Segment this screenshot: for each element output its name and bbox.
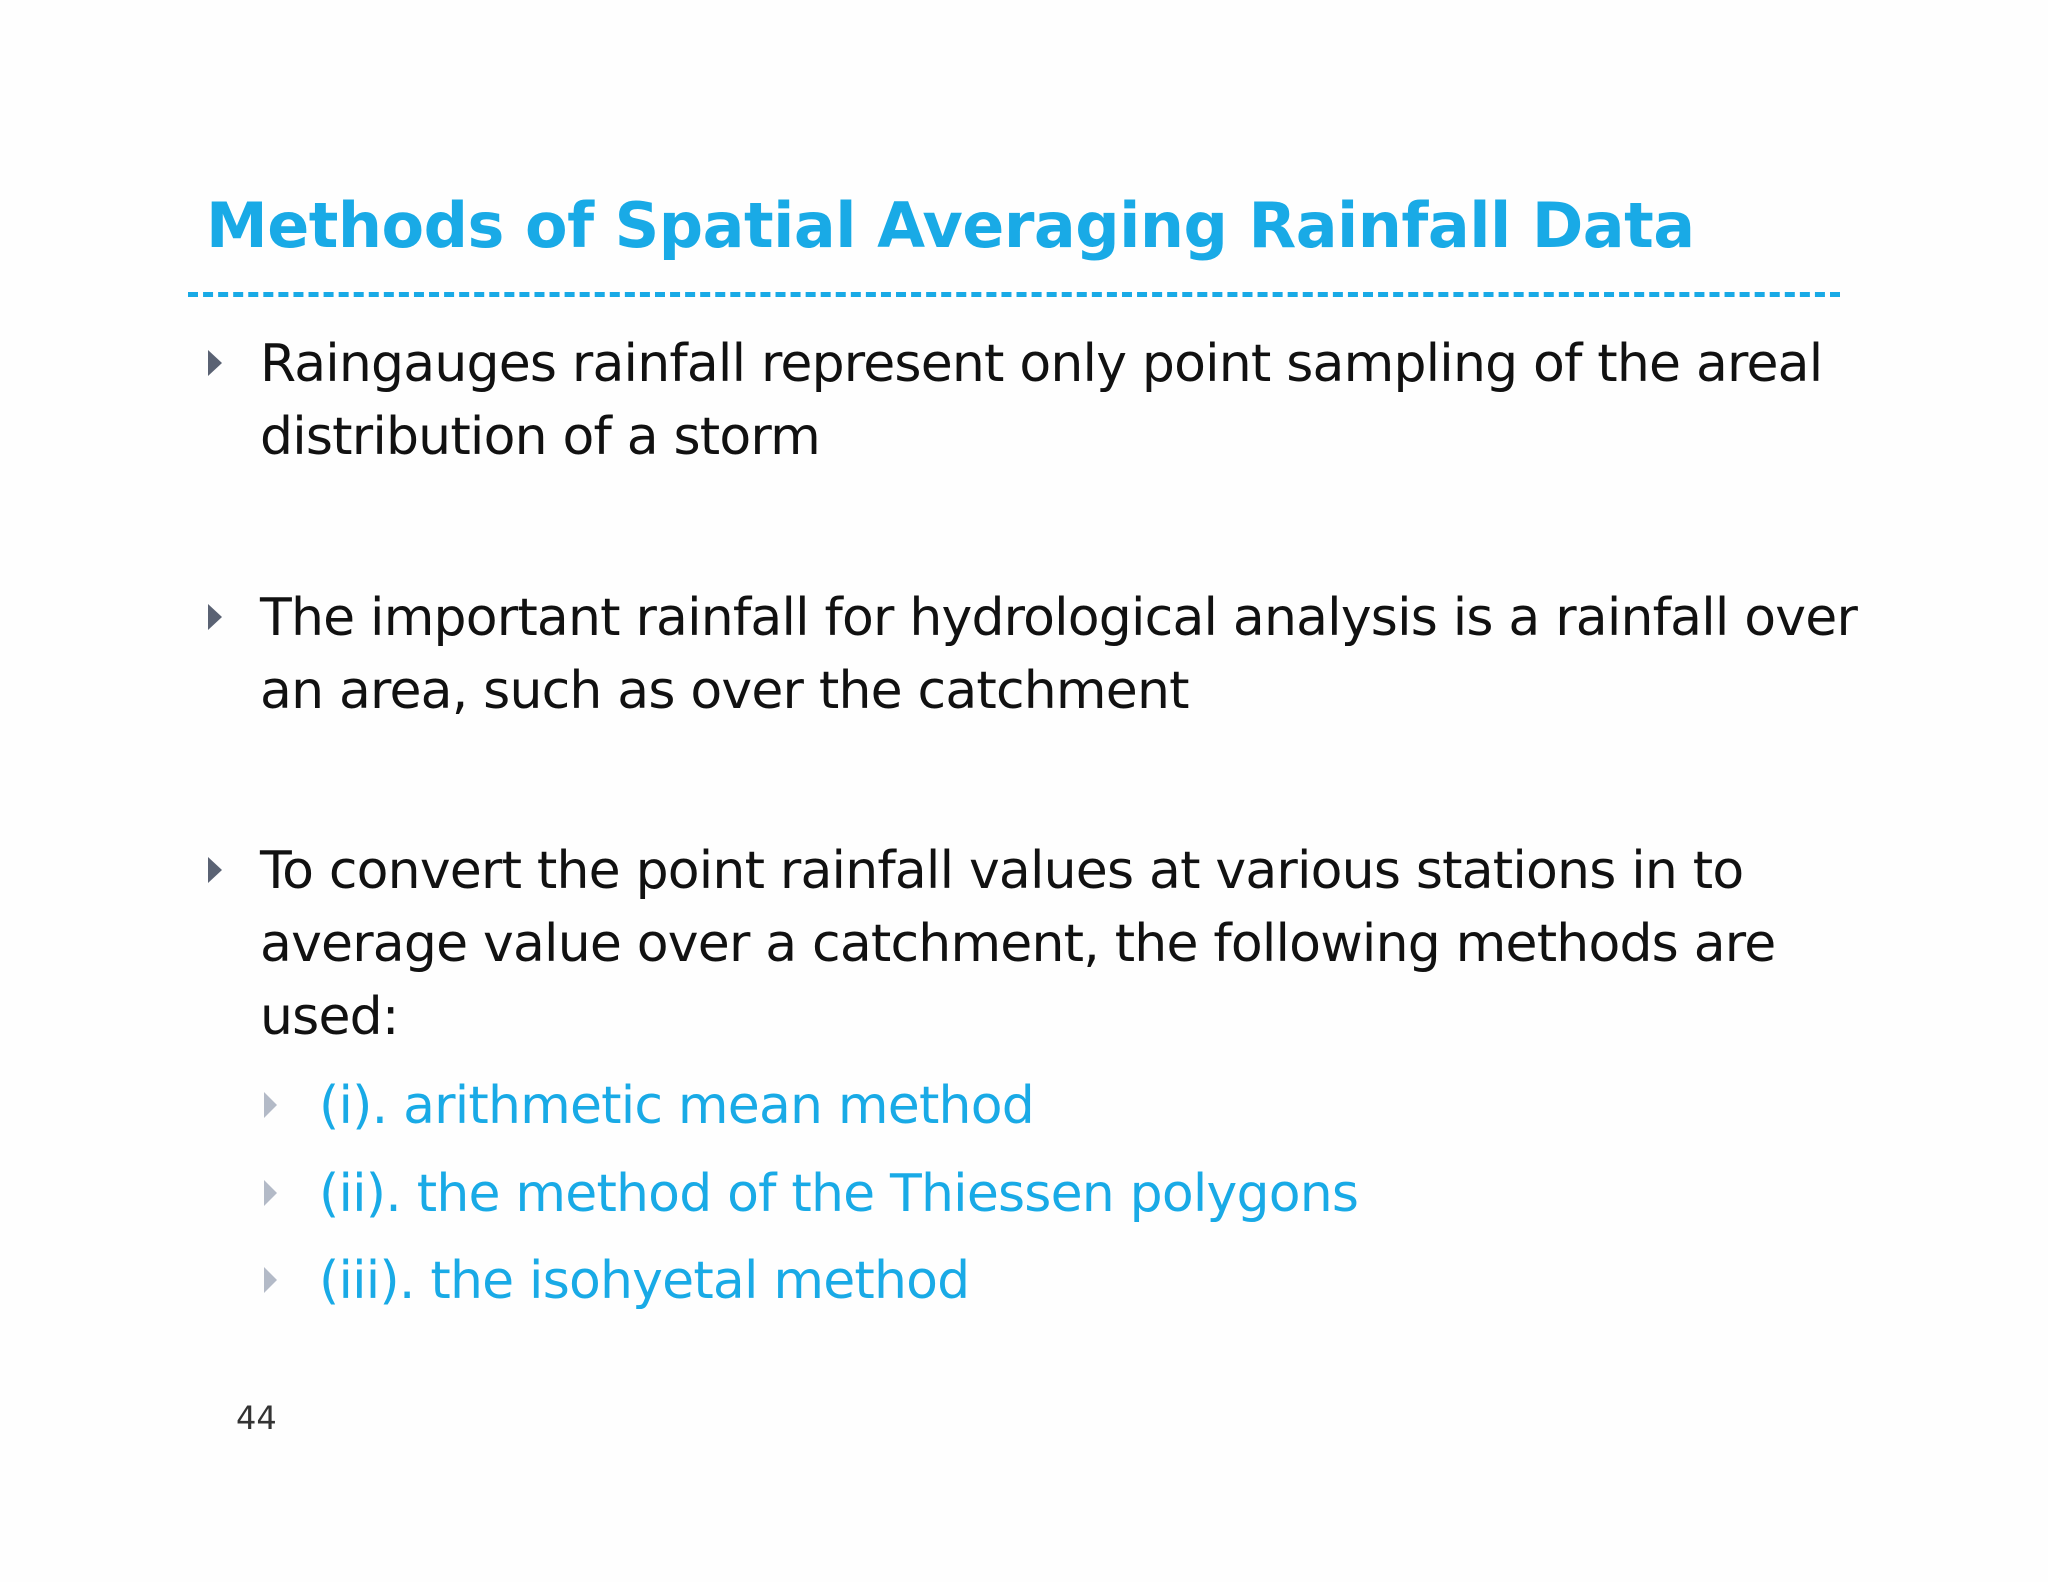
sub-bullet-text: (iii). the isohyetal method xyxy=(319,1251,970,1311)
bullet-item xyxy=(208,328,1868,474)
triangle-bullet-icon xyxy=(208,604,222,630)
slide-title: Methods of Spatial Averaging Rainfall Data xyxy=(206,189,1695,262)
bullet-item xyxy=(208,835,1868,1054)
sub-bullet-item xyxy=(264,1066,1664,1146)
triangle-bullet-icon xyxy=(264,1180,277,1206)
triangle-bullet-icon xyxy=(264,1267,277,1293)
title-divider xyxy=(188,292,1840,297)
triangle-bullet-icon xyxy=(208,350,222,376)
bullet-text: The important rainfall for hydrological analysis is a rainfall over an area, such as over the catchment xyxy=(260,588,1858,721)
sub-bullet-text: (ii). the method of the Thiessen polygons xyxy=(319,1164,1359,1224)
sub-bullet-item xyxy=(264,1154,1664,1234)
bullet-item xyxy=(208,582,1868,728)
page-number: 44 xyxy=(236,1399,277,1437)
sub-bullet-item xyxy=(264,1241,1664,1321)
bullet-text: Raingauges rainfall represent only point sampling of the areal distribution of a storm xyxy=(260,334,1823,467)
sub-bullet-text: (i). arithmetic mean method xyxy=(319,1076,1034,1136)
triangle-bullet-icon xyxy=(264,1092,277,1118)
bullet-text: To convert the point rainfall values at various stations in to average value over a catchment, the following methods are used: xyxy=(260,841,1776,1047)
triangle-bullet-icon xyxy=(208,857,222,883)
